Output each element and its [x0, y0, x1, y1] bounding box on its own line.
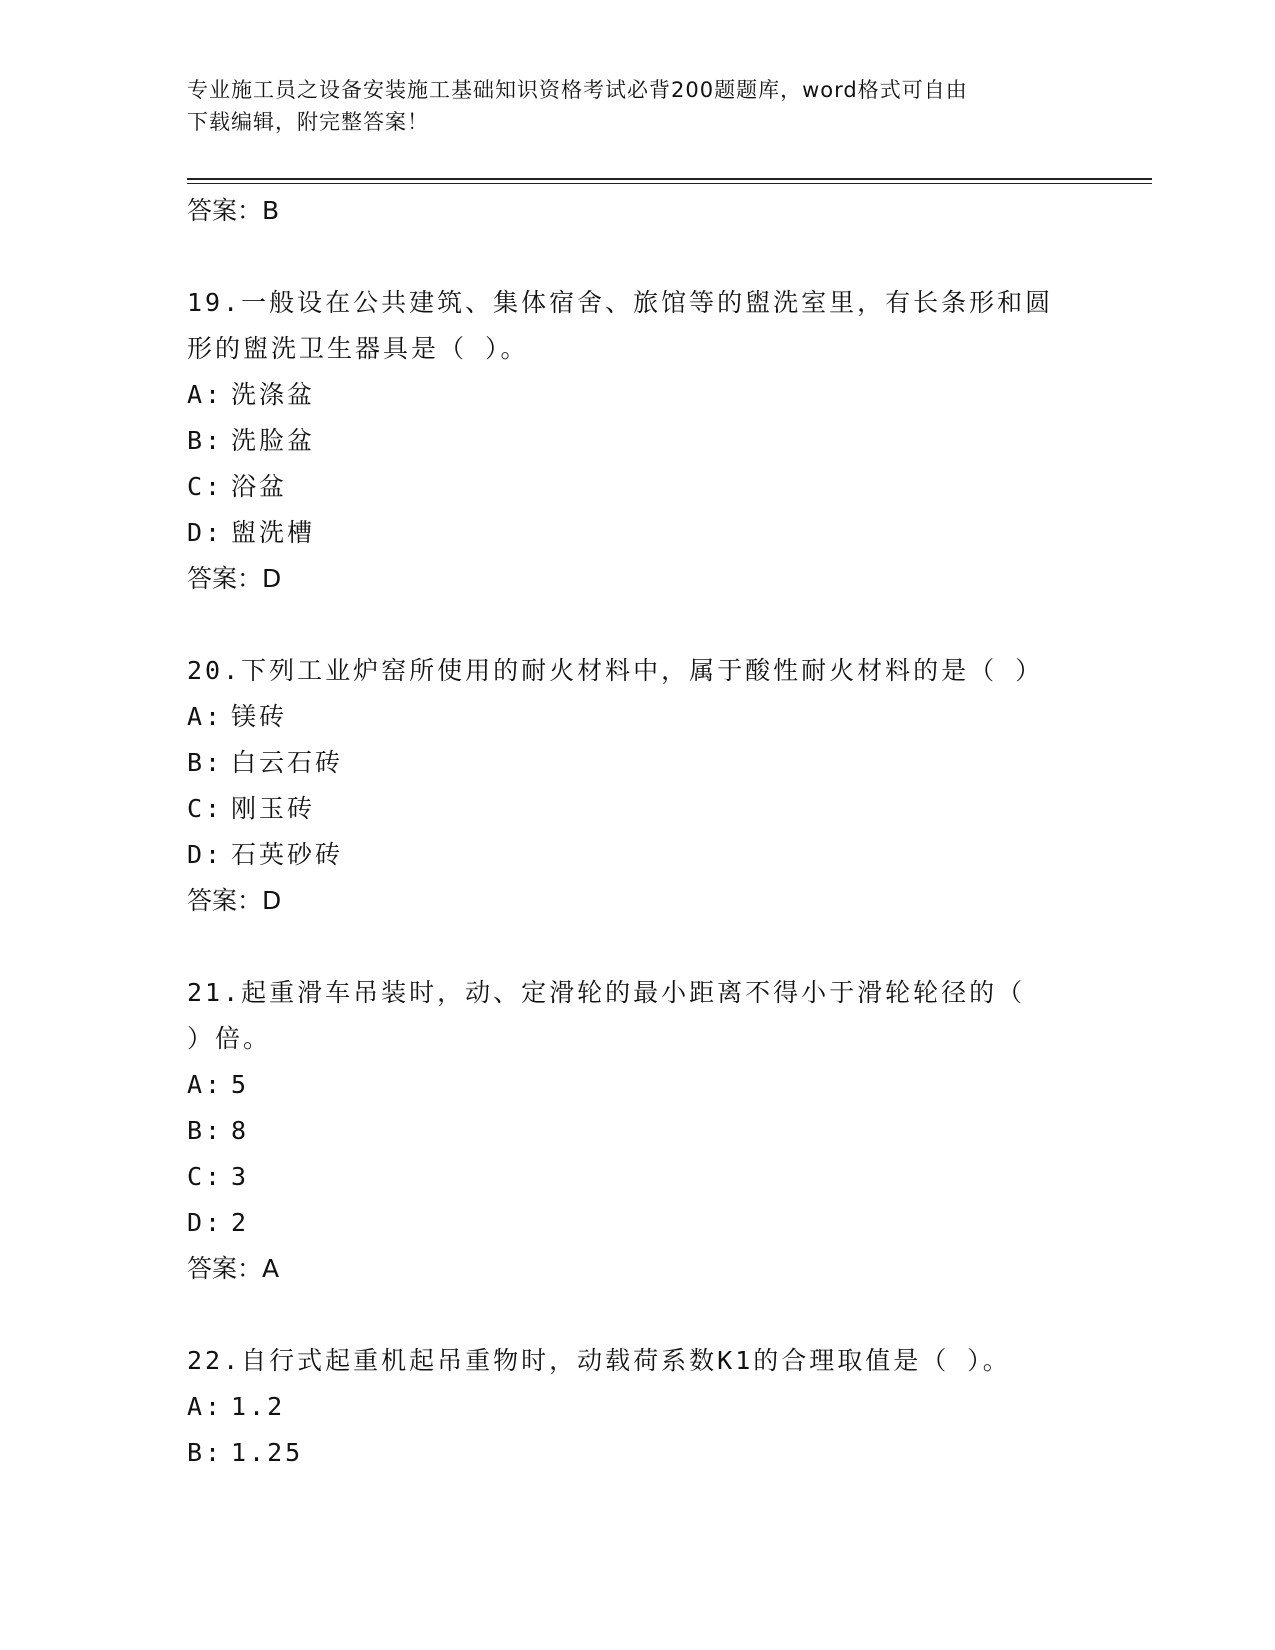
question-list [187, 188, 1087, 1476]
question-stem [187, 648, 1087, 694]
option-c [187, 464, 1087, 510]
option-c [187, 786, 1087, 832]
option-key: A: [187, 1070, 224, 1099]
option-text: 5 [231, 1070, 250, 1099]
option-key: C: [187, 1162, 224, 1191]
question-stem-line: 22.自行式起重机起吊重物时，动载荷系数K1的合理取值是（ ）。 [187, 1346, 1011, 1375]
question-stem [187, 280, 1087, 372]
option-key: B: [187, 748, 224, 777]
option-key: B: [187, 426, 224, 455]
option-text: 盥洗槽 [231, 518, 316, 547]
option-text: 刚玉砖 [231, 794, 316, 823]
option-d [187, 1200, 1087, 1246]
previous-answer: 答案：B [187, 196, 280, 225]
option-key: B: [187, 1438, 224, 1467]
option-key: A: [187, 1392, 224, 1421]
option-key: A: [187, 380, 224, 409]
option-text: 洗脸盆 [231, 426, 316, 455]
option-c [187, 1154, 1087, 1200]
option-d [187, 832, 1087, 878]
option-b [187, 1430, 1087, 1476]
question-stem-line: 20.下列工业炉窑所使用的耐火材料中，属于酸性耐火材料的是（ ） [187, 656, 1044, 685]
option-a [187, 372, 1087, 418]
question-20 [187, 648, 1087, 924]
option-d [187, 510, 1087, 556]
option-text: 石英砂砖 [231, 840, 344, 869]
option-text: 1.25 [231, 1438, 304, 1467]
option-text: 2 [231, 1208, 250, 1237]
option-key: D: [187, 1208, 224, 1237]
question-21 [187, 970, 1087, 1292]
question-stem-line: 19.一般设在公共建筑、集体宿舍、旅馆等的盥洗室里，有长条形和圆 [187, 288, 1054, 317]
question-stem-line: 形的盥洗卫生器具是（ ）。 [187, 334, 529, 363]
option-b [187, 418, 1087, 464]
option-b [187, 740, 1087, 786]
answer-line: 答案：A [187, 1254, 280, 1283]
option-text: 3 [231, 1162, 250, 1191]
question-19 [187, 280, 1087, 602]
option-text: 1.2 [231, 1392, 286, 1421]
option-key: C: [187, 472, 224, 501]
header-line-1: 专业施工员之设备安装施工基础知识资格考试必背200题题库，word格式可自由 [187, 78, 968, 102]
answer-line: 答案：D [187, 564, 282, 593]
question-stem [187, 970, 1087, 1062]
header-divider-thick [187, 178, 1152, 180]
option-text: 浴盆 [231, 472, 288, 501]
option-a [187, 1062, 1087, 1108]
option-text: 8 [231, 1116, 250, 1145]
question-stem [187, 1338, 1087, 1384]
header-divider-thin [187, 183, 1152, 184]
document-header [187, 74, 1087, 138]
option-key: B: [187, 1116, 224, 1145]
answer-line: 答案：D [187, 886, 282, 915]
option-text: 白云石砖 [231, 748, 344, 777]
question-22 [187, 1338, 1087, 1476]
question-stem-line: 21.起重滑车吊装时，动、定滑轮的最小距离不得小于滑轮轮径的（ [187, 978, 1026, 1007]
option-a [187, 1384, 1087, 1430]
option-a [187, 694, 1087, 740]
option-key: D: [187, 840, 224, 869]
option-b [187, 1108, 1087, 1154]
option-key: C: [187, 794, 224, 823]
option-text: 洗涤盆 [231, 380, 316, 409]
option-key: D: [187, 518, 224, 547]
option-text: 镁砖 [231, 702, 288, 731]
header-line-2: 下载编辑，附完整答案！ [187, 110, 429, 134]
question-stem-line: ）倍。 [187, 1024, 272, 1053]
option-key: A: [187, 702, 224, 731]
